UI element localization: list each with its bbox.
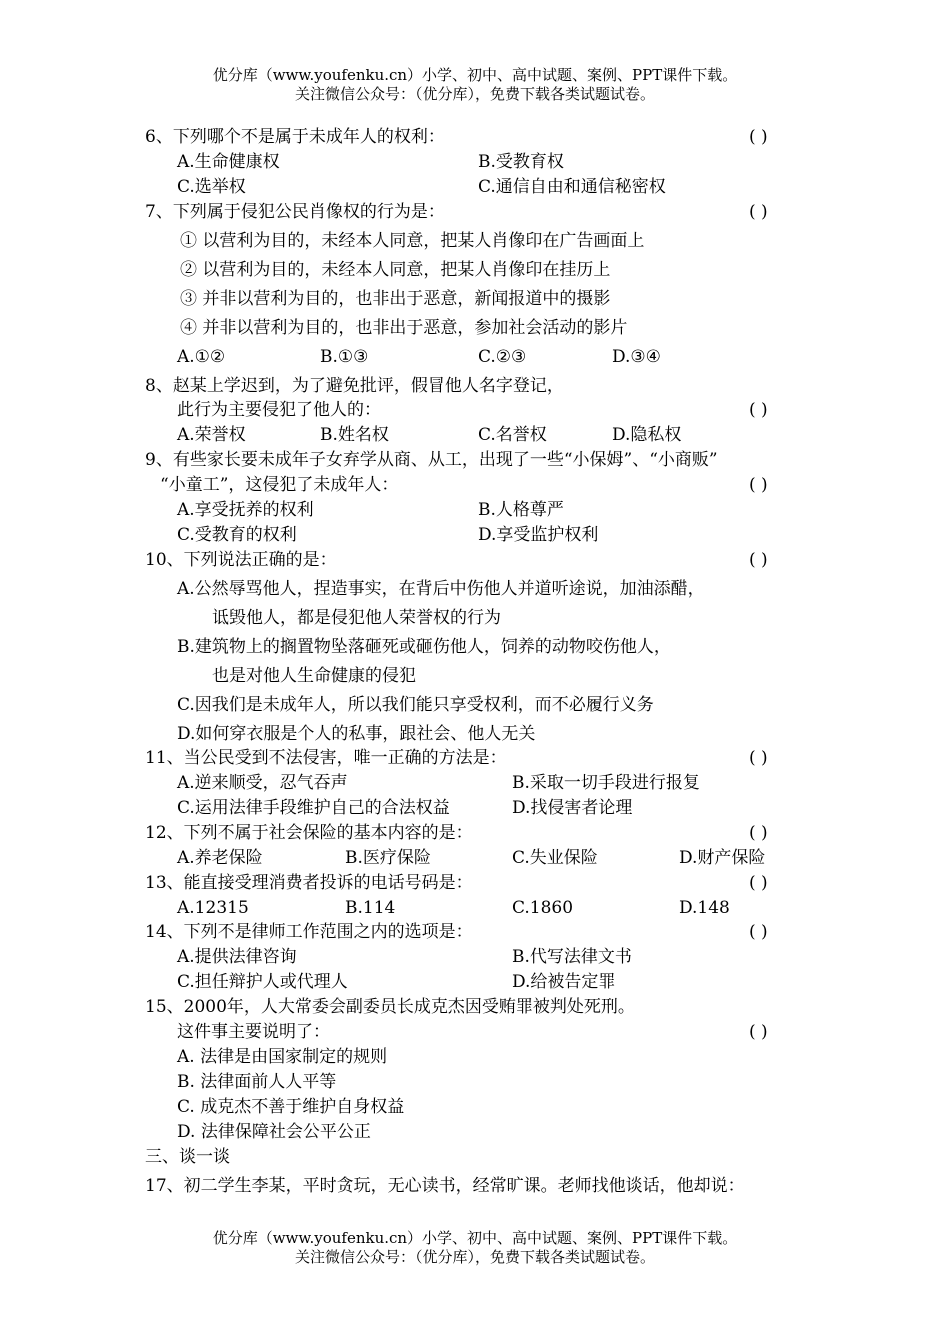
answer-blank-6: ( ) — [749, 127, 768, 147]
q11-option-c: C.运用法律手段维护自己的合法权益 — [177, 798, 450, 818]
q9-option-d: D.享受监护权利 — [478, 525, 599, 545]
q7-option-b: B.①③ — [320, 347, 369, 367]
q6-option-a: A.生命健康权 — [177, 152, 280, 172]
page-header — [0, 66, 950, 104]
question-6-stem: 6、下列哪个不是属于未成年人的权利： — [145, 127, 445, 147]
answer-blank-11: ( ) — [749, 748, 768, 768]
q10-option-b-line2: 也是对他人生命健康的侵犯 — [212, 666, 416, 686]
q14-option-a: A.提供法律咨询 — [177, 947, 297, 967]
q10-option-a-line2: 诋毁他人，都是侵犯他人荣誉权的行为 — [212, 608, 501, 628]
question-11-stem: 11、当公民受到不法侵害，唯一正确的方法是： — [145, 748, 507, 768]
q12-option-d: D.财产保险 — [679, 848, 766, 868]
question-9-stem: 9、有些家长要未成年子女弃学从商、从工，出现了一些“小保姆”、“小商贩” — [145, 450, 718, 470]
question-9-stem-cont: “小童工”，这侵犯了未成年人： — [160, 475, 399, 495]
answer-blank-12: ( ) — [749, 823, 768, 843]
q15-option-a: A. 法律是由国家制定的规则 — [177, 1047, 388, 1067]
q13-option-c: C.1860 — [512, 898, 574, 918]
q7-option-a: A.①② — [177, 347, 226, 367]
q12-option-b: B.医疗保险 — [345, 848, 431, 868]
q9-option-b: B.人格尊严 — [478, 500, 564, 520]
answer-blank-7: ( ) — [749, 202, 768, 222]
q7-option-d: D.③④ — [612, 347, 661, 367]
q8-option-d: D.隐私权 — [612, 425, 682, 445]
question-8-stem: 8、赵某上学迟到，为了避免批评，假冒他人名字登记， — [145, 376, 564, 396]
q7-statement-3: ③ 并非以营利为目的，也非出于恶意，新闻报道中的摄影 — [180, 289, 611, 309]
question-10-stem: 10、下列说法正确的是： — [145, 550, 337, 570]
q6-option-c: C.选举权 — [177, 177, 246, 197]
question-15-stem: 15、2000年，人大常委会副委员长成克杰因受贿罪被判处死刑。 — [145, 997, 635, 1017]
q11-option-a: A.逆来顺受，忍气吞声 — [177, 773, 348, 793]
footer-line-2: 关注微信公众号：（优分库），免费下载各类试题试卷。 — [294, 1248, 655, 1266]
answer-blank-8: ( ) — [749, 400, 768, 420]
answer-blank-10: ( ) — [749, 550, 768, 570]
footer-line-1: 优分库（www.youfenku.cn）小学、初中、高中试题、案例、PPT课件下载。 — [212, 1229, 738, 1247]
q8-option-c: C.名誉权 — [478, 425, 547, 445]
question-7-stem: 7、下列属于侵犯公民肖像权的行为是： — [145, 202, 445, 222]
answer-blank-13: ( ) — [749, 873, 768, 893]
header-line-2: 关注微信公众号：（优分库），免费下载各类试题试卷。 — [294, 85, 655, 103]
question-17-stem: 17、初二学生李某，平时贪玩，无心读书，经常旷课。老师找他谈话，他却说： — [145, 1176, 745, 1196]
q13-option-a: A.12315 — [177, 898, 249, 918]
q6-option-d: C.通信自由和通信秘密权 — [478, 177, 666, 197]
q9-option-c: C.受教育的权利 — [177, 525, 297, 545]
question-14-stem: 14、下列不是律师工作范围之内的选项是： — [145, 922, 473, 942]
q15-option-d: D. 法律保障社会公平公正 — [177, 1122, 371, 1142]
question-8-stem-cont: 此行为主要侵犯了他人的： — [177, 400, 381, 420]
q9-option-a: A.享受抚养的权利 — [177, 500, 314, 520]
q12-option-a: A.养老保险 — [177, 848, 263, 868]
q10-option-c: C.因我们是未成年人，所以我们能只享受权利，而不必履行义务 — [177, 695, 654, 715]
section-3-heading: 三、谈一谈 — [145, 1147, 230, 1167]
q8-option-a: A.荣誉权 — [177, 425, 246, 445]
q15-option-b: B. 法律面前人人平等 — [177, 1072, 337, 1092]
answer-blank-15: ( ) — [749, 1022, 768, 1042]
q7-statement-2: ② 以营利为目的，未经本人同意，把某人肖像印在挂历上 — [180, 260, 611, 280]
page-footer — [0, 1229, 950, 1267]
q12-option-c: C.失业保险 — [512, 848, 598, 868]
q11-option-d: D.找侵害者论理 — [512, 798, 633, 818]
q14-option-d: D.给被告定罪 — [512, 972, 616, 992]
q6-option-b: B.受教育权 — [478, 152, 564, 172]
q8-option-b: B.姓名权 — [320, 425, 389, 445]
q7-option-c: C.②③ — [478, 347, 527, 367]
q7-statement-1: ① 以营利为目的，未经本人同意，把某人肖像印在广告画面上 — [180, 231, 645, 251]
q14-option-b: B.代写法律文书 — [512, 947, 632, 967]
q11-option-b: B.采取一切手段进行报复 — [512, 773, 700, 793]
question-15-stem-cont: 这件事主要说明了： — [177, 1022, 330, 1042]
q7-statement-4: ④ 并非以营利为目的，也非出于恶意，参加社会活动的影片 — [180, 318, 628, 338]
q15-option-c: C. 成克杰不善于维护自身权益 — [177, 1097, 405, 1117]
q10-option-d: D.如何穿衣服是个人的私事，跟社会、他人无关 — [177, 724, 536, 744]
question-12-stem: 12、下列不属于社会保险的基本内容的是： — [145, 823, 473, 843]
q10-option-a-line1: A.公然辱骂他人，捏造事实，在背后中伤他人并道听途说，加油添醋， — [177, 579, 705, 599]
q13-option-d: D.148 — [679, 898, 730, 918]
q13-option-b: B.114 — [345, 898, 396, 918]
answer-blank-14: ( ) — [749, 922, 768, 942]
question-13-stem: 13、能直接受理消费者投诉的电话号码是： — [145, 873, 473, 893]
answer-blank-9: ( ) — [749, 475, 768, 495]
q10-option-b-line1: B.建筑物上的搁置物坠落砸死或砸伤他人，饲养的动物咬伤他人， — [177, 637, 671, 657]
header-line-1: 优分库（www.youfenku.cn）小学、初中、高中试题、案例、PPT课件下载。 — [212, 66, 738, 84]
q14-option-c: C.担任辩护人或代理人 — [177, 972, 348, 992]
